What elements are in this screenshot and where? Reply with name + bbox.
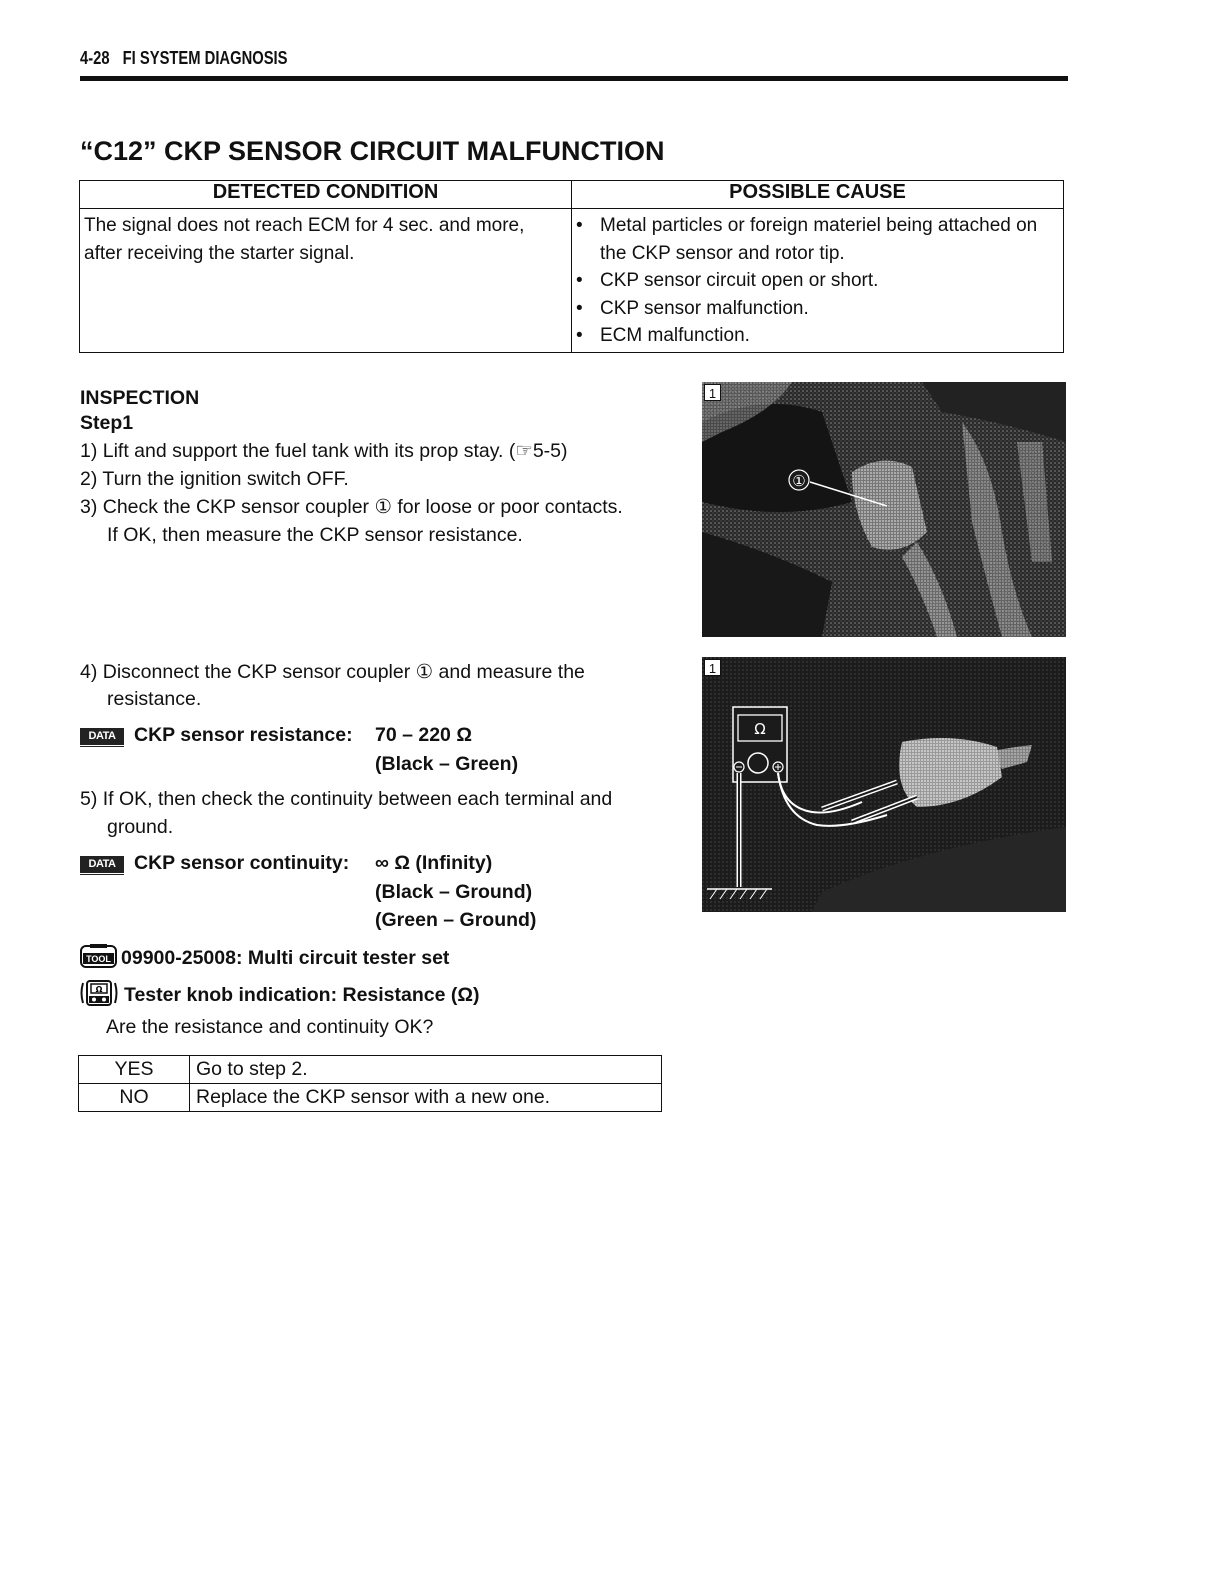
step-4: 4) Disconnect the CKP sensor coupler ① and measure the [80,661,585,683]
meter-symbol: Ω [754,720,766,738]
cause-item: • Metal particles or foreign materiel being attached on the CKP sensor and rotor tip. [576,212,1059,267]
detected-condition-cell: The signal does not reach ECM for 4 sec. and more, after receiving the starter signal. [80,209,572,353]
step-2: 2) Turn the ignition switch OFF. [80,468,349,490]
step-3-continued: If OK, then measure the CKP sensor resistance. [107,524,523,546]
tool-line [80,944,449,970]
answer-action: Replace the CKP sensor with a new one. [190,1084,662,1112]
cause-item: • CKP sensor malfunction. [576,295,1059,323]
resistance-pins: (Black – Green) [375,753,519,775]
step-3: 3) Check the CKP sensor coupler ① for loose or poor contacts. [80,496,623,518]
continuity-value: ∞ Ω (Infinity) [375,852,493,874]
continuity-label: CKP sensor continuity: [134,852,350,874]
page-title: “C12” CKP SENSOR CIRCUIT MALFUNCTION [80,136,665,166]
page-number: 4-28 [80,48,110,68]
page-header [80,46,1068,81]
inspection-heading: INSPECTION [80,387,200,409]
coupler-callout: ① [792,472,806,490]
inspection-block [80,384,670,549]
answer-action: Go to step 2. [190,1056,662,1084]
tester-knob-text: Tester knob indication: Resistance (Ω) [124,984,480,1006]
continuity-pins-1: (Black – Ground) [375,881,533,903]
possible-cause-header: POSSIBLE CAUSE [572,181,1064,209]
header-text [80,48,288,69]
step-1: 1) Lift and support the fuel tank with its prop stay. (☞5-5) [80,440,568,462]
condition-table [79,180,1064,353]
tool-badge-text: TOOL [86,954,111,964]
step-label: Step1 [80,412,134,434]
step-5-continued: ground. [107,816,174,838]
possible-cause-cell [572,209,1064,353]
multimeter-illustration [702,657,1066,912]
resistance-value: 70 – 220 Ω [375,724,472,746]
step-5: 5) If OK, then check the continuity between each terminal and [80,788,613,810]
step-4-continued: resistance. [107,688,202,710]
table-row [79,1056,662,1084]
tester-knob-icon [80,980,118,1006]
cause-list [576,212,1059,350]
question-text: Are the resistance and continuity OK? [106,1016,434,1038]
section-title: FI SYSTEM DIAGNOSIS [122,48,288,68]
answer-key: YES [79,1056,190,1084]
continuity-spec [80,852,349,876]
tool-icon [80,944,117,968]
data-badge-icon: DATA [80,728,124,748]
table-row [79,1084,662,1112]
figure-tag: 1 [704,384,721,401]
figure-tag: 1 [704,659,721,676]
tool-text: 09900-25008: Multi circuit tester set [121,947,450,969]
multimeter-photo [702,657,1066,912]
detected-condition-header: DETECTED CONDITION [80,181,572,209]
resistance-label: CKP sensor resistance: [134,724,353,746]
resistance-spec [80,724,353,748]
cause-item: • CKP sensor circuit open or short. [576,267,1059,295]
continuity-pins-2: (Green – Ground) [375,909,537,931]
svg-text:Ω: Ω [95,985,103,994]
answer-key: NO [79,1084,190,1112]
cause-item: • ECM malfunction. [576,322,1059,350]
answer-table [78,1055,662,1112]
data-badge-icon: DATA [80,856,124,876]
tester-knob-line [80,980,480,1007]
sensor-coupler-illustration [702,382,1066,637]
sensor-coupler-photo [702,382,1066,637]
